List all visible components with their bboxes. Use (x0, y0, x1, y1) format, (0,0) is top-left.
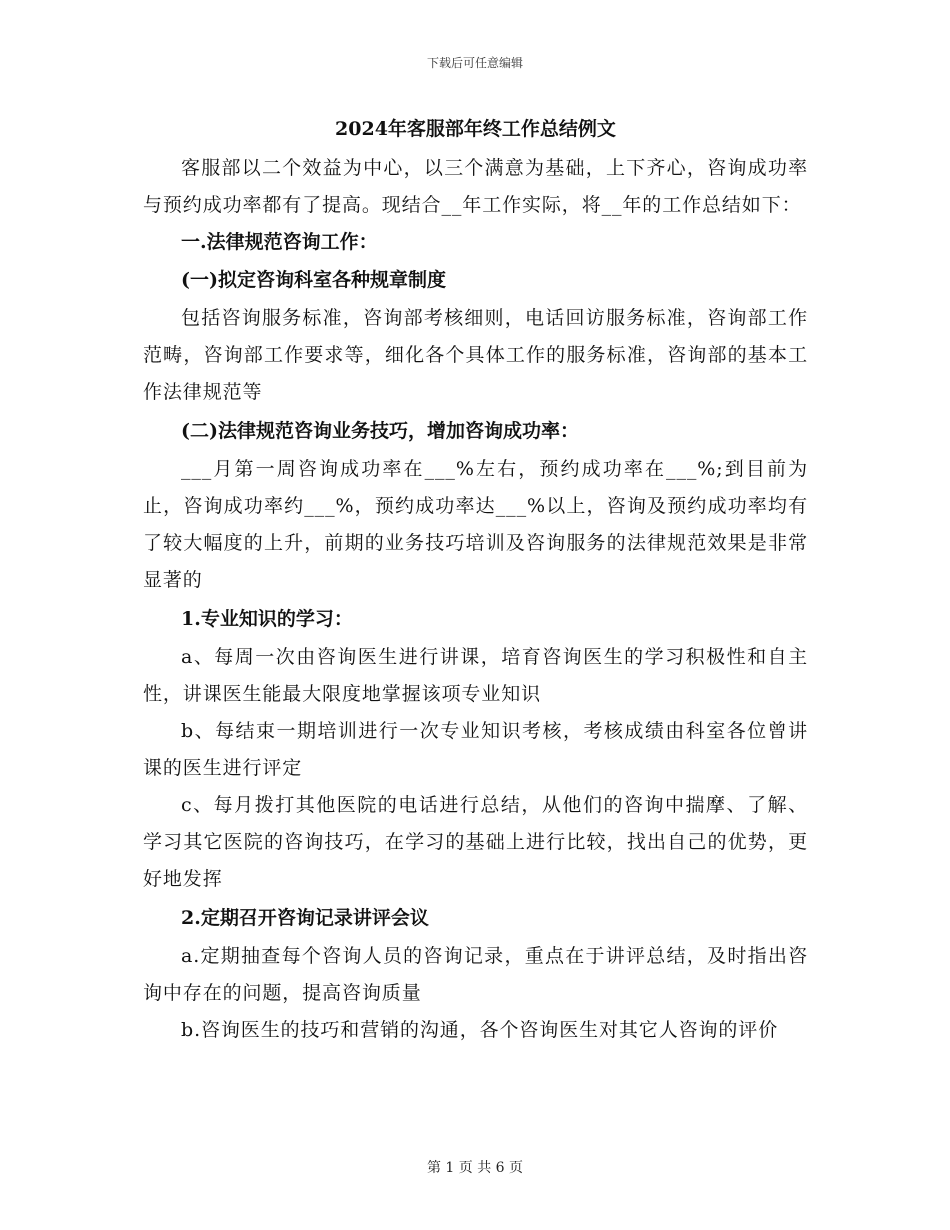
item-2-heading: 2.定期召开咨询记录讲评会议 (181, 907, 429, 929)
item-2-point-a: a.定期抽查每个咨询人员的咨询记录，重点在于讲评总结，及时指出咨询中存在的问题，提高咨询质量 (143, 945, 808, 1004)
document-title: 2024年客服部年终工作总结例文 (335, 118, 616, 140)
section-1-heading: 一.法律规范咨询工作： (181, 231, 378, 253)
item-1-point-c: c、每月拨打其他医院的电话进行总结，从他们的咨询中揣摩、了解、学习其它医院的咨询技巧，在学习的基础上进行比较，找出自己的优势，更好地发挥 (143, 794, 808, 890)
item-1-point-a: a、每周一次由咨询医生进行讲课，培育咨询医生的学习积极性和自主性，讲课医生能最大限度地掌握该项专业知识 (143, 646, 808, 705)
subsection-2-heading: (二)法律规范咨询业务技巧，增加咨询成功率： (181, 420, 579, 442)
document-body (143, 112, 808, 1049)
subsection-2-text: ___月第一周咨询成功率在___%左右，预约成功率在___%;到目前为止，咨询成功率约___%，预约成功率达___%以上，咨询及预约成功率均有了较大幅度的上升，前期的业务技巧培训及咨询服务的法律规范效果是非常显著的 (143, 458, 808, 591)
subsection-1-heading: (一)拟定咨询科室各种规章制度 (181, 269, 446, 291)
header-note: 下载后可任意编辑 (426, 56, 523, 70)
intro-paragraph: 客服部以二个效益为中心，以三个满意为基础，上下齐心，咨询成功率与预约成功率都有了提高。现结合__年工作实际，将__年的工作总结如下： (143, 157, 808, 216)
subsection-1-text: 包括咨询服务标准，咨询部考核细则，电话回访服务标准，咨询部工作范畴，咨询部工作要求等，细化各个具体工作的服务标准，咨询部的基本工作法律规范等 (143, 307, 808, 403)
item-1-heading: 1.专业知识的学习： (181, 608, 353, 630)
page-number-footer: 第 1 页 共 6 页 (426, 1160, 524, 1176)
item-1-point-b: b、每结束一期培训进行一次专业知识考核，考核成绩由科室各位曾讲课的医生进行评定 (143, 720, 808, 779)
item-2-point-b: b.咨询医生的技巧和营销的沟通，各个咨询医生对其它人咨询的评价 (181, 1019, 779, 1041)
